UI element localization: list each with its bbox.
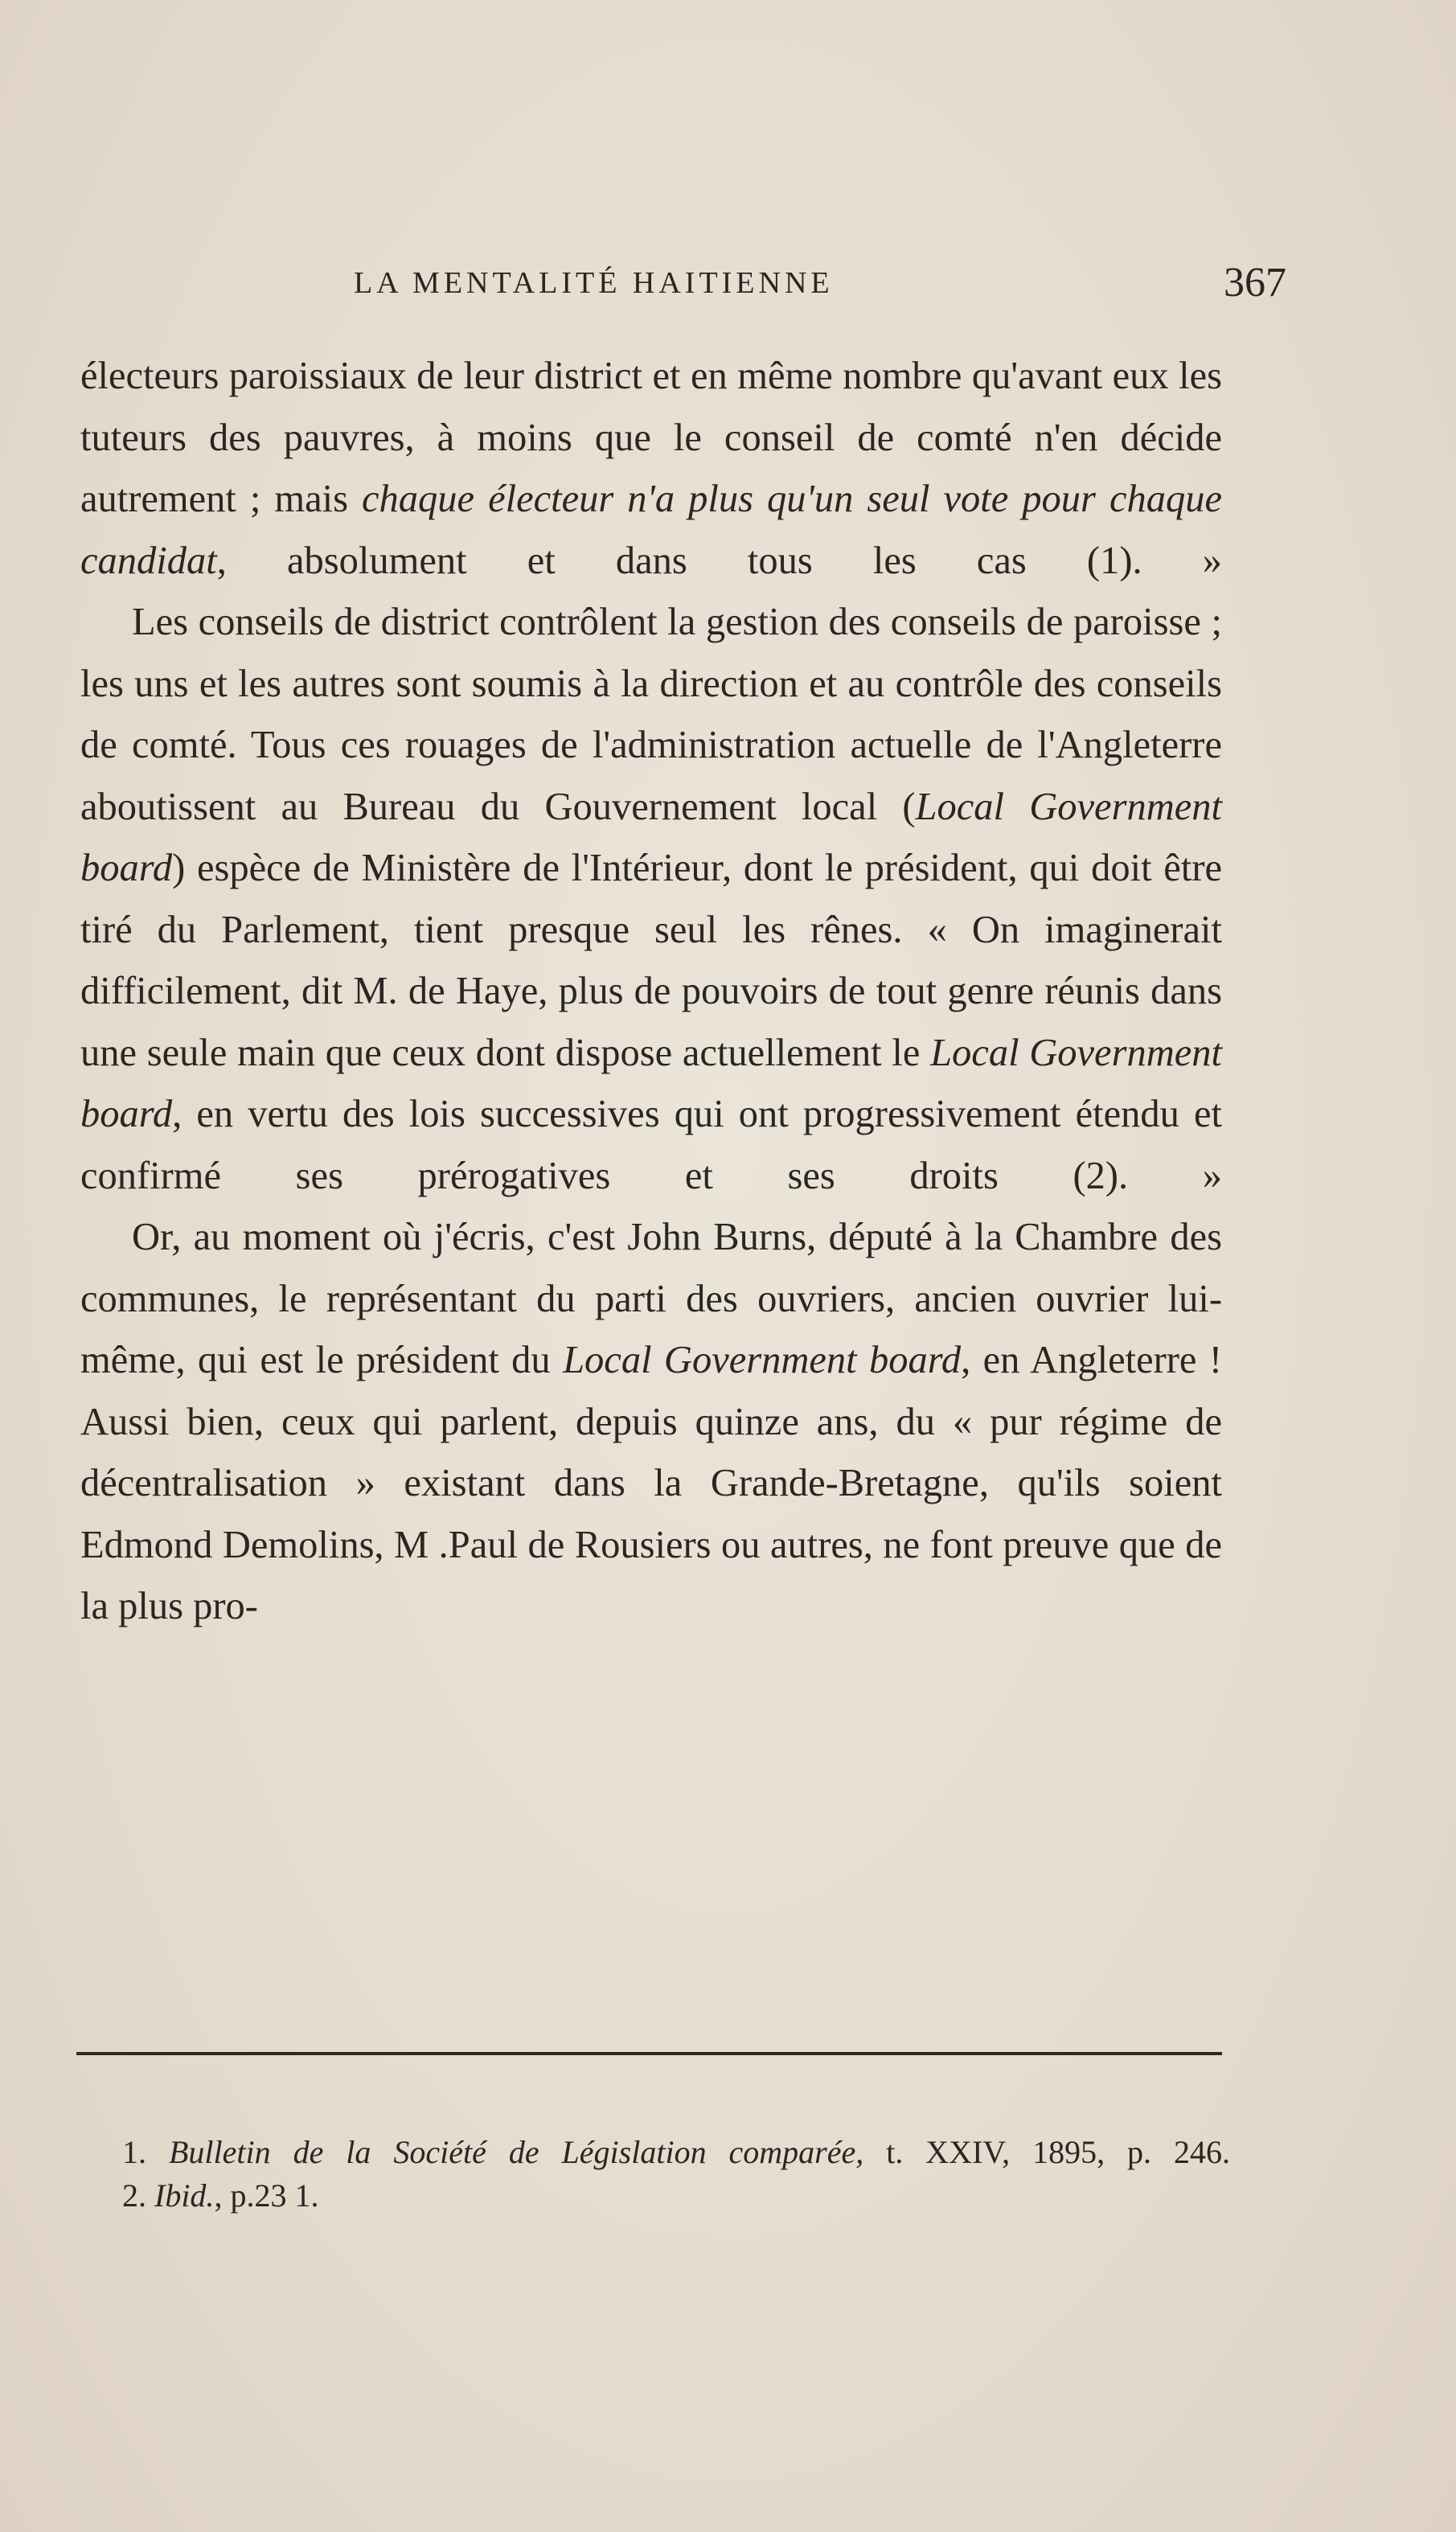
text-run: Les conseils de district contrôlent la gestion des conseils de paroisse ; les uns et les autres sont soumis à la direction et au contrôle des conseils de comté. Tous ces rouages de l'administration actuelle de l'Angleterre aboutissent au Bureau du Gouvernement local ( [80, 601, 1222, 828]
footnotes [80, 2131, 1230, 2218]
text-run: , en vertu des lois successives qui ont progressivement étendu et confirmé ses prérogatives et ses droits (2). » [80, 1093, 1222, 1197]
page-number: 367 [1224, 260, 1286, 306]
italic-text: chaque électeur n'a plus qu'un seul vote pour chaque candidat [80, 478, 1222, 582]
paragraph-3 [80, 1207, 1222, 1638]
italic-text: Local Government board [80, 785, 1222, 889]
footnote-2-rest: , p.23 1. [214, 2177, 319, 2214]
paragraph-2 [80, 592, 1222, 1207]
text-run: électeurs paroissiaux de leur district et en même nombre qu'avant eux les tuteurs des pauvres, à moins que le conseil de comté n'en décide autrement ; mais [80, 355, 1222, 520]
text-run: Or, au moment où j'écris, c'est John Burns, député à la Chambre des communes, le représentant du parti des ouvriers, ancien ouvrier lui-même, qui est le président du [80, 1216, 1222, 1381]
page-header [354, 260, 1286, 314]
italic-text: Local Government board [563, 1339, 962, 1381]
text-run: , en Angleterre ! Aussi bien, ceux qui parlent, depuis quinze ans, du « pur régime de décentralisation » existant dans la Grande-Bretagne, qu'ils soient Edmond Demolins, M .Paul de Rousiers ou autres, ne font preuve que de la plus pro- [80, 1339, 1222, 1627]
footnote-1 [80, 2131, 1230, 2174]
italic-text: Local Government board [80, 1031, 1222, 1135]
footnote-1-title: Bulletin de la Société de Législation comparée, [168, 2134, 864, 2170]
footnote-2-number: 2. [122, 2177, 146, 2214]
footnote-1-number: 1. [122, 2134, 146, 2170]
text-run: ) espèce de Ministère de l'Intérieur, dont le président, qui doit être tiré du Parlement, tient presque seul les rênes. « On imaginerait difficilement, dit M. de Haye, plus de pouvoirs de tout genre réunis dans une seule main que ceux dont dispose actuellement le [80, 847, 1222, 1074]
footnote-1-rest: t. XXIV, 1895, p. 246. [886, 2134, 1231, 2170]
footnote-2 [80, 2174, 1230, 2218]
footnote-2-ibid: Ibid. [154, 2177, 215, 2214]
body-text [80, 346, 1222, 1638]
footnote-rule [76, 2052, 1222, 2055]
running-head: LA MENTALITÉ HAITIENNE [354, 266, 834, 300]
text-run: , absolument et dans tous les cas (1). » [216, 539, 1222, 582]
paragraph-1 [80, 346, 1222, 592]
